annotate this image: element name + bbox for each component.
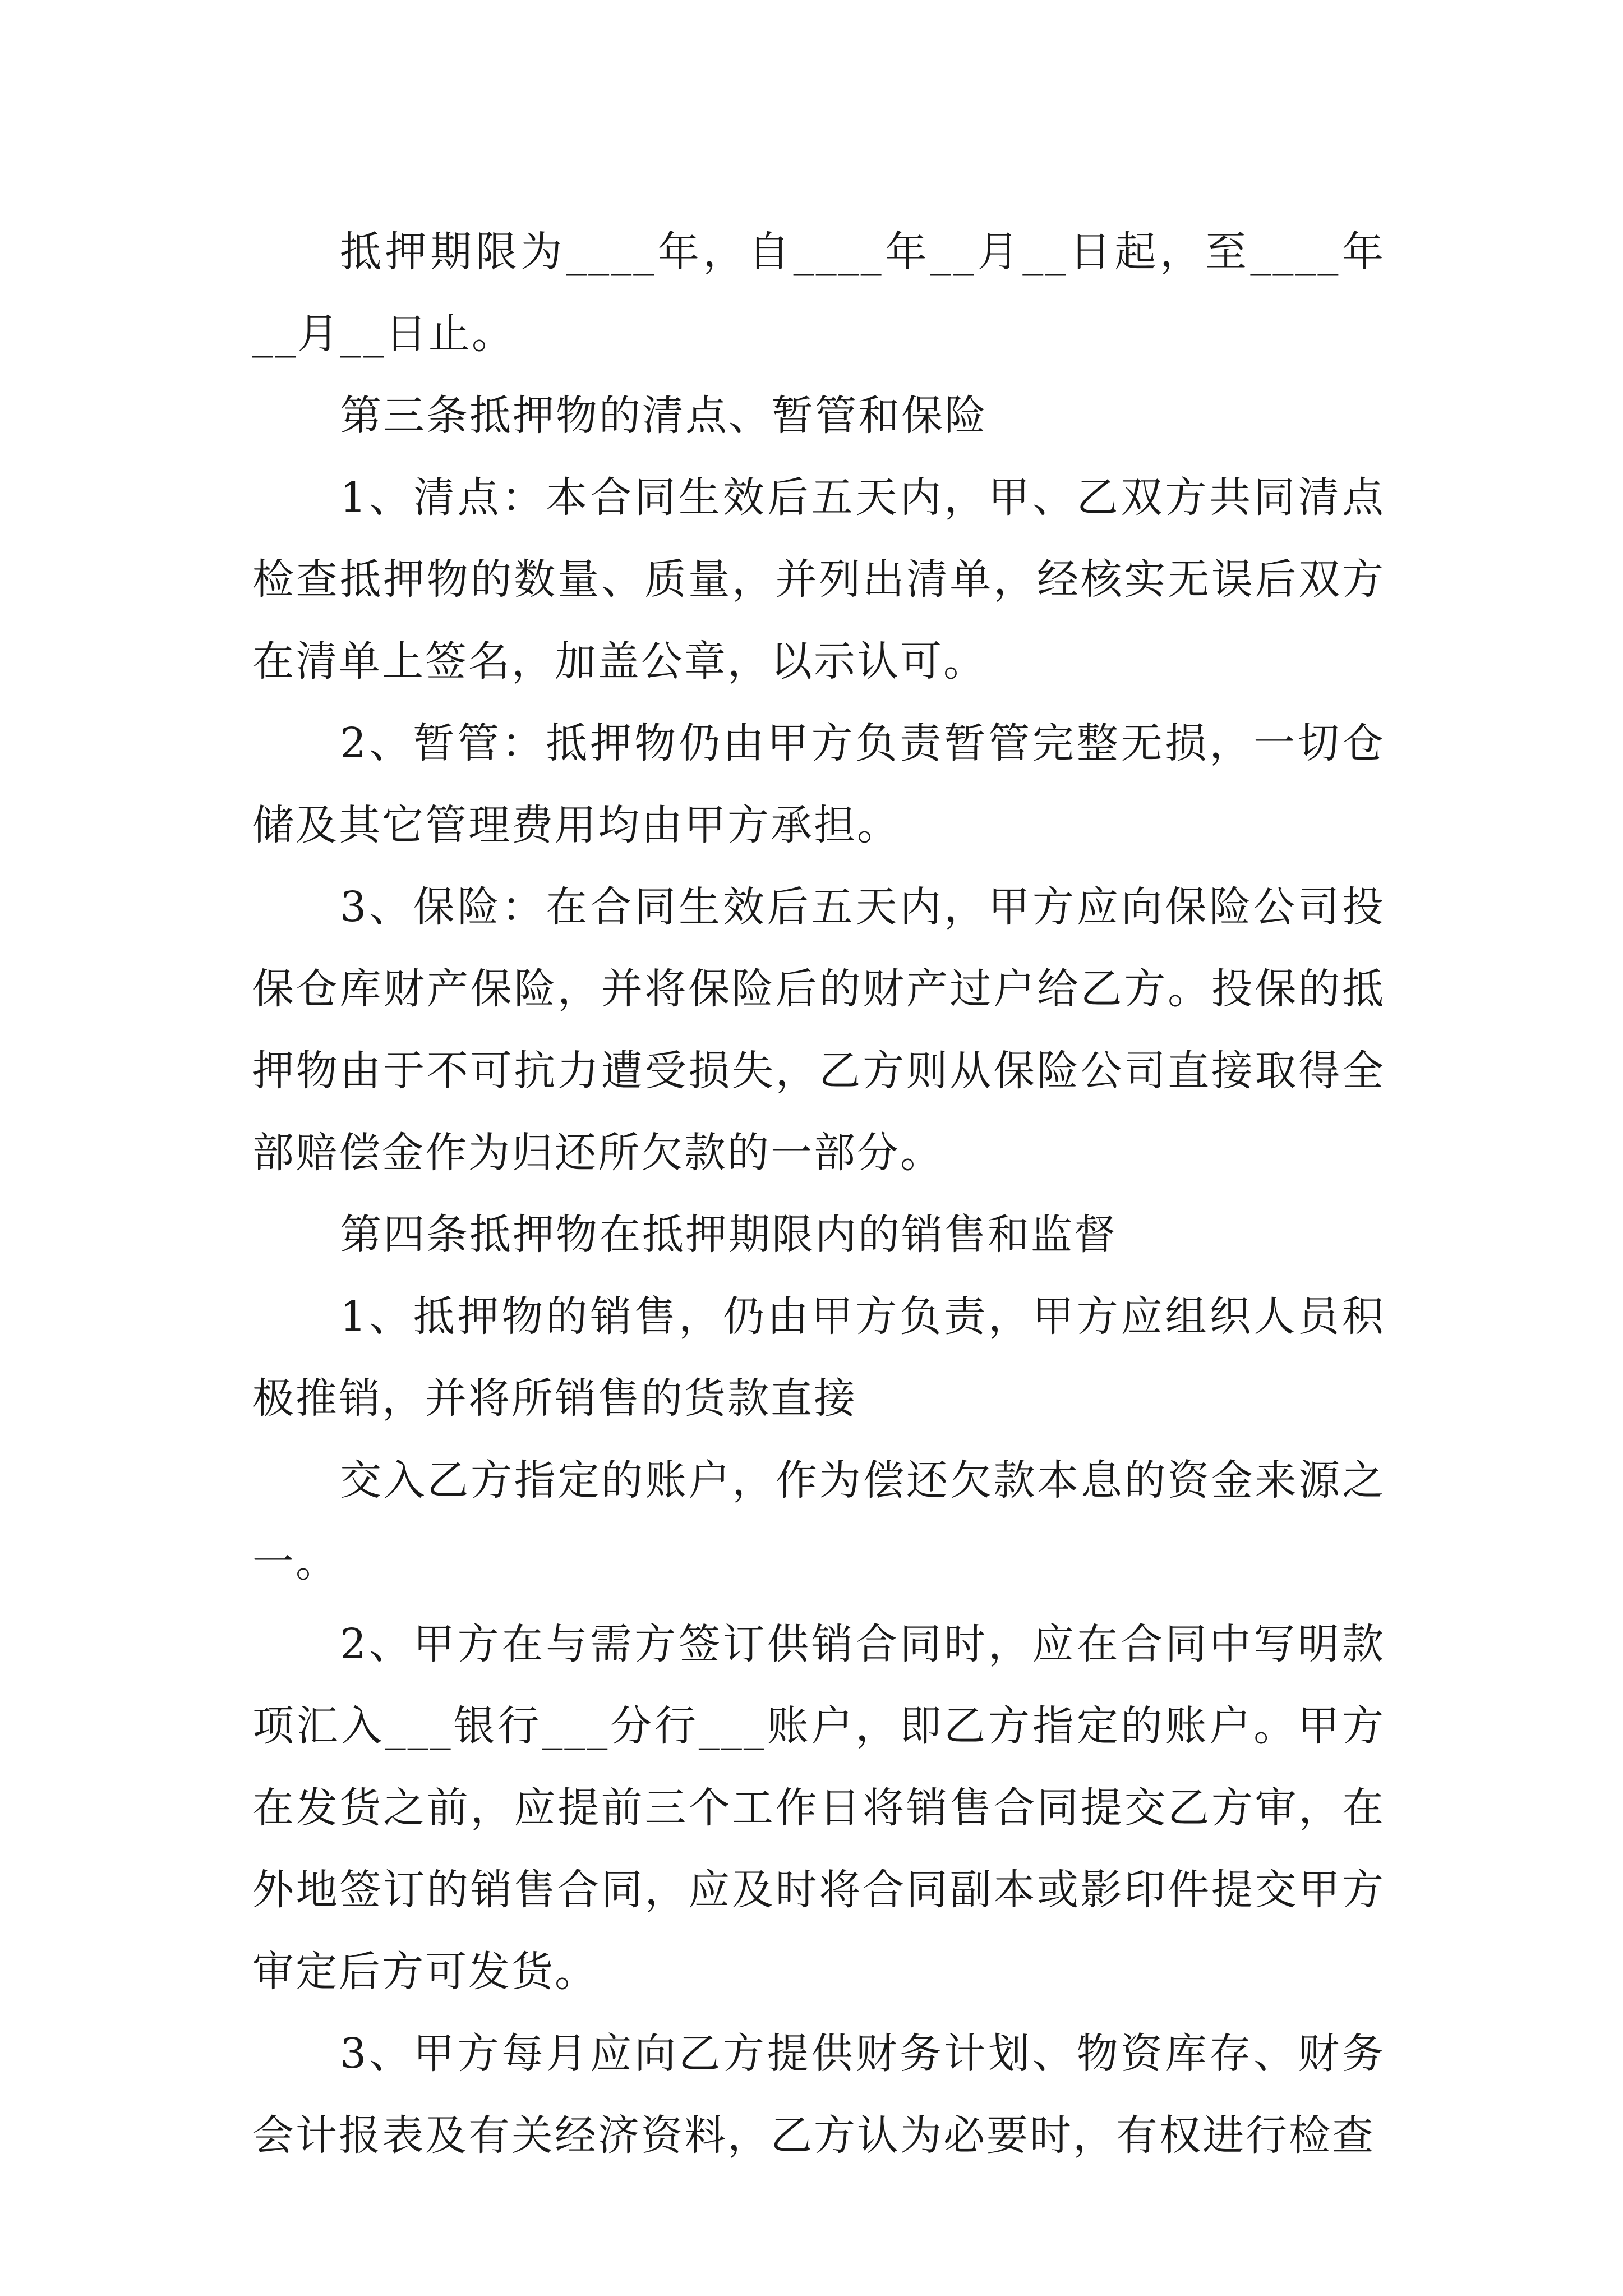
paragraph-mortgage-term: 抵押期限为____年，自____年__月__日起，至____年__月__日止。 [252, 228, 1385, 358]
paragraph-supply-contract: 2、甲方在与需方签订供销合同时，应在合同中写明款项汇入___银行___分行___账户，即乙方指定的账户。甲方在发货之前，应提前三个工作日将销售合同提交乙方审，在外地签订的销售合同，应及时将合同副本或影印件提交甲方审定后方可发货。 [252, 1620, 1385, 1996]
document-body [252, 211, 1385, 2177]
paragraph-sales-continued: 交入乙方指定的账户，作为偿还欠款本息的资金来源之一。 [252, 1456, 1385, 1586]
paragraph-sales: 1、抵押物的销售，仍由甲方负责，甲方应组织人员积极推销，并将所销售的货款直接 [252, 1292, 1385, 1423]
paragraph-insurance: 3、保险：在合同生效后五天内，甲方应向保险公司投保仓库财产保险，并将保险后的财产过户给乙方。投保的抵押物由于不可抗力遭受损失，乙方则从保险公司直接取得全部赔偿金作为归还所欠款的一部分。 [252, 883, 1385, 1177]
paragraph-financial-reports: 3、甲方每月应向乙方提供财务计划、物资库存、财务会计报表及有关经济资料，乙方认为必要时，有权进行检查 [252, 2030, 1385, 2160]
paragraph-inventory: 1、清点：本合同生效后五天内，甲、乙双方共同清点检查抵押物的数量、质量，并列出清单，经核实无误后双方在清单上签名，加盖公章，以示认可。 [252, 473, 1385, 685]
heading-article-three: 第三条抵押物的清点、暂管和保险 [340, 392, 988, 440]
paragraph-custody: 2、暂管：抵押物仍由甲方负责暂管完整无损，一切仓储及其它管理费用均由甲方承担。 [252, 719, 1385, 849]
heading-article-four: 第四条抵押物在抵押期限内的销售和监督 [340, 1211, 1117, 1259]
